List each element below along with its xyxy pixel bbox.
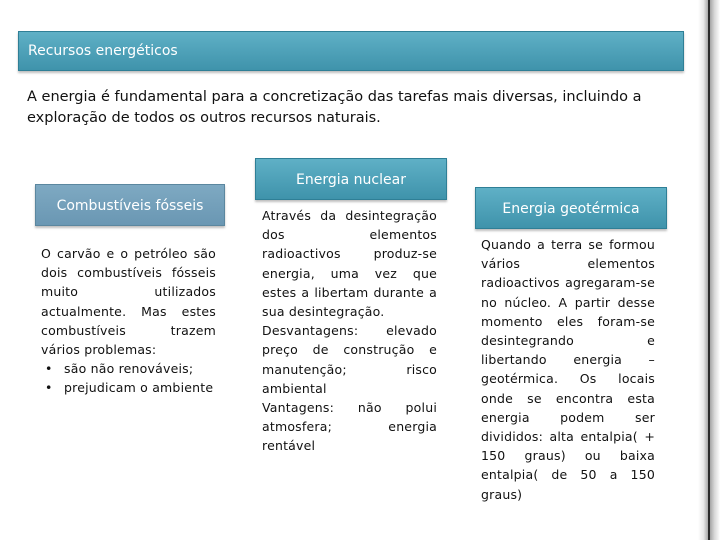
slide-title: Recursos energéticos: [18, 31, 684, 71]
fossil-fuels-text: O carvão e o petróleo são dois combustíveis fósseis muito utilizados actualmente. Mas estes combustíveis trazem vários problemas:: [41, 246, 216, 358]
fossil-fuels-header: Combustíveis fósseis: [35, 184, 225, 226]
geothermal-energy-text: Quando a terra se formou vários elementos radioactivos agregaram-se no núcleo. A partir desse momento eles foram-se desintegrando e libertando energia – geotérmica. Os locais onde se encontra esta energia podem ser divididos: alta entalpia( + 150 graus) ou baixa entalpia( de 50 a 150 graus): [481, 237, 655, 502]
nuclear-disadvantages: Desvantagens: elevado preço de construção e manutenção; risco ambiental: [262, 323, 437, 396]
fossil-fuels-bullets: [41, 359, 216, 397]
nuclear-energy-content: [262, 206, 437, 456]
nuclear-advantages: Vantagens: não polui atmosfera; energia rentável: [262, 400, 437, 454]
bullet-item: • são não renováveis;: [41, 359, 216, 378]
fossil-fuels-content: [41, 244, 216, 398]
intro-text: A energia é fundamental para a concretização das tarefas mais diversas, incluindo a exploração de todos os outros recursos naturais.: [27, 89, 642, 126]
nuclear-energy-paragraph: Através da desintegração dos elementos radioactivos produz-se energia, uma vez que estes a libertam durante a sua desintegração.: [262, 208, 437, 320]
bullet-item: • prejudicam o ambiente: [41, 378, 216, 397]
edge-line: [708, 0, 710, 540]
geothermal-energy-content: [481, 235, 655, 504]
nuclear-energy-header: Energia nuclear: [255, 158, 447, 200]
geothermal-energy-header: Energia geotérmica: [475, 187, 667, 229]
